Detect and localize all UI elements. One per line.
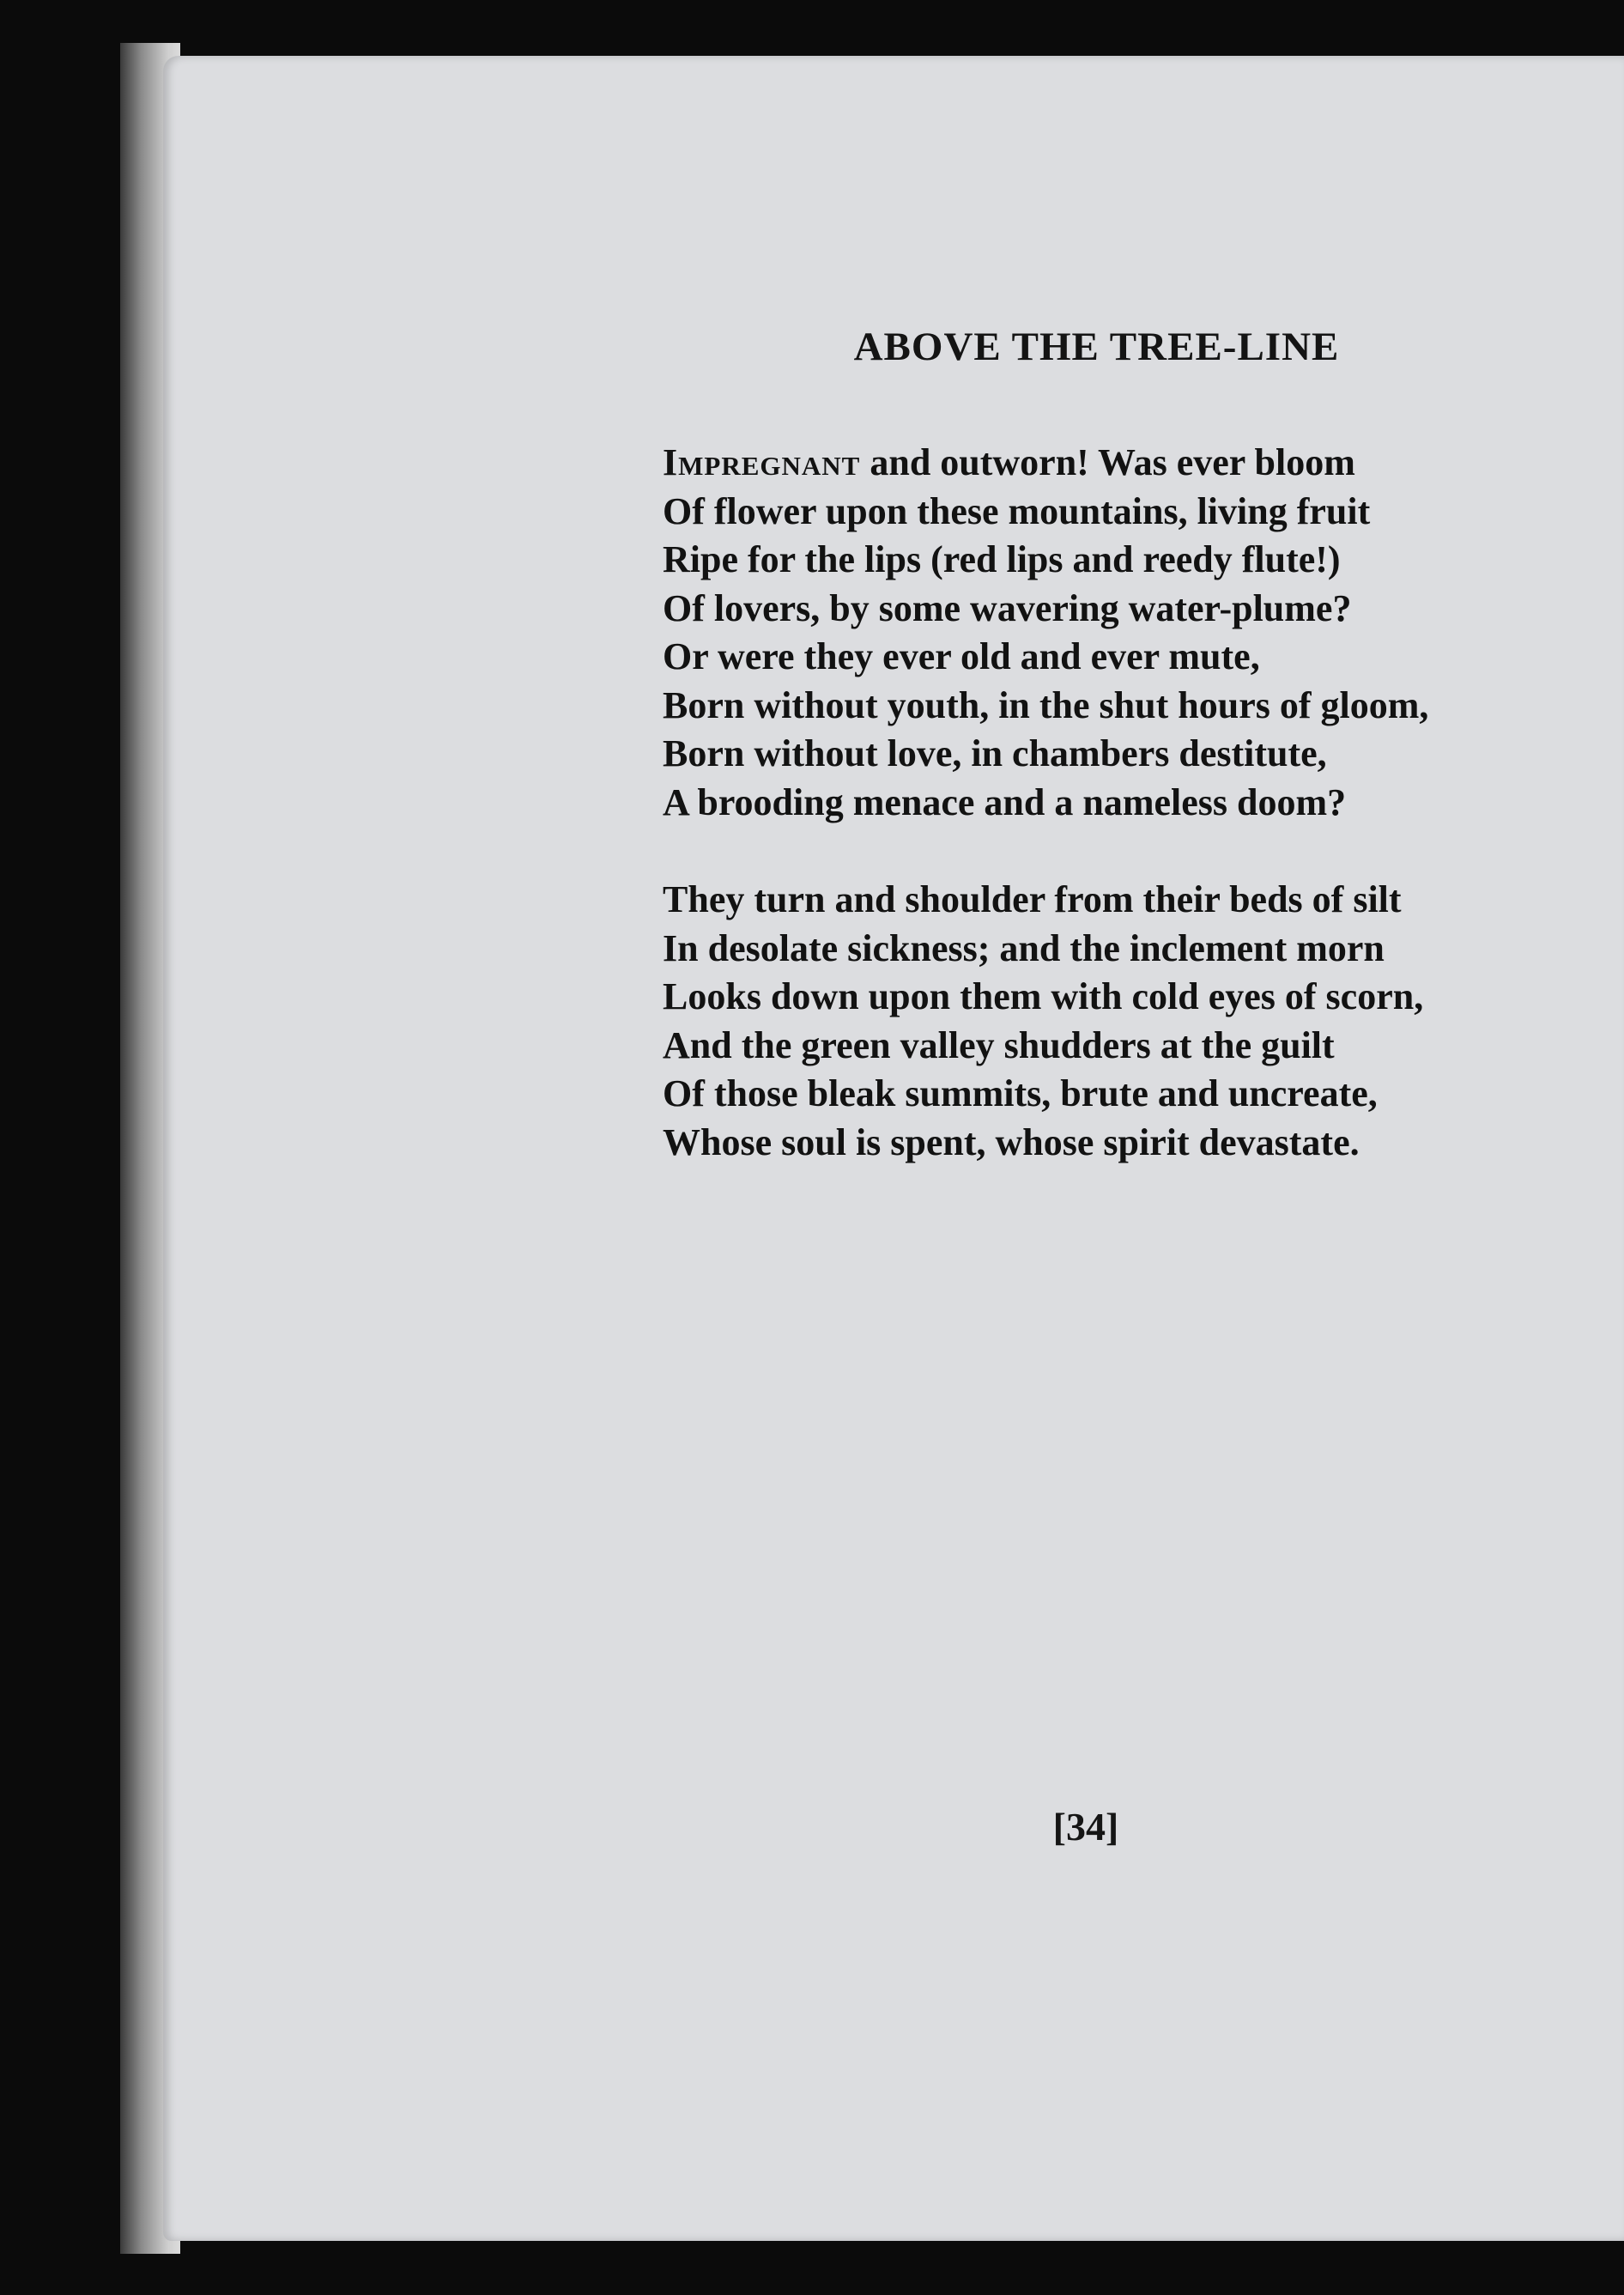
- poem-line-14: Whose soul is spent, whose spirit devastate.: [663, 1120, 1360, 1163]
- stanza-2: [663, 876, 1428, 1167]
- poem-line-7: Born without love, in chambers destitute,: [663, 732, 1327, 774]
- poem-line-12: And the green valley shudders at the guilt: [663, 1023, 1335, 1066]
- poem-line-4: Of lovers, by some wavering water-plume?: [663, 586, 1352, 629]
- poem-line-11: Looks down upon them with cold eyes of scorn,: [663, 975, 1424, 1017]
- poem-title: ABOVE THE TREE-LINE: [853, 325, 1340, 369]
- opening-word: Impregnant: [663, 441, 861, 483]
- book-page: [163, 56, 1624, 2241]
- opening-line-rest: and outworn! Was ever bloom: [860, 441, 1355, 483]
- poem-line-1: [663, 439, 1428, 488]
- poem-line-10: In desolate sickness; and the inclement morn: [663, 926, 1385, 969]
- stanza-1: [663, 439, 1428, 827]
- poem-line-9: They turn and shoulder from their beds of silt: [663, 878, 1402, 920]
- poem-line-5: Or were they ever old and ever mute,: [663, 635, 1260, 677]
- page-number: [34]: [1052, 1805, 1119, 1849]
- poem-line-2: Of flower upon these mountains, living fruit: [663, 489, 1371, 532]
- poem-line-6: Born without youth, in the shut hours of gloom,: [663, 683, 1429, 726]
- poem-line-8: A brooding menace and a nameless doom?: [663, 780, 1347, 823]
- poem-line-13: Of those bleak summits, brute and uncreate,: [663, 1072, 1378, 1114]
- poem-body: [663, 439, 1428, 1167]
- poem-line-3: Ripe for the lips (red lips and reedy flute!): [663, 538, 1341, 580]
